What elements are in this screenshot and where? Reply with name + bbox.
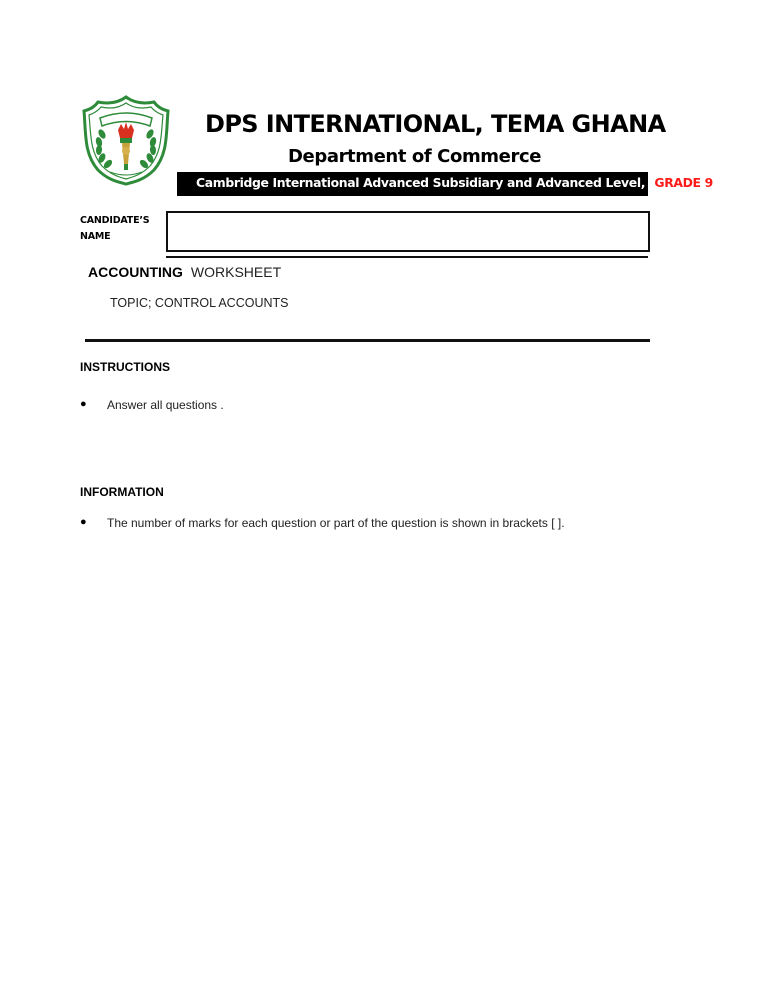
- candidate-name-label: [80, 213, 149, 245]
- information-heading: INFORMATION: [80, 485, 164, 499]
- worksheet-subject: [88, 264, 281, 280]
- divider-middle: [85, 339, 650, 342]
- worksheet-type: WORKSHEET: [190, 264, 282, 280]
- instruction-item: Answer all questions .: [107, 398, 224, 412]
- department-title: Department of Commerce: [288, 146, 542, 167]
- candidate-label-line1: CANDIDATE’S: [80, 215, 150, 226]
- bullet-icon: ●: [80, 516, 87, 528]
- school-name: DPS INTERNATIONAL, TEMA GHANA: [205, 110, 666, 138]
- candidate-label-line2: NAME: [80, 231, 111, 242]
- subject-label: ACCOUNTING: [88, 264, 183, 280]
- school-crest-icon: [80, 94, 172, 186]
- qualification-text: Cambridge International Advanced Subsidiary and Advanced Level, [: [196, 175, 655, 190]
- bullet-icon: ●: [80, 398, 87, 410]
- grade-label: GRADE 9: [654, 175, 713, 190]
- worksheet-topic: TOPIC; CONTROL ACCOUNTS: [110, 296, 289, 310]
- information-item: The number of marks for each question or part of the question is shown in brackets [ ].: [107, 516, 565, 530]
- candidate-name-field[interactable]: [166, 211, 650, 252]
- instructions-heading: INSTRUCTIONS: [80, 360, 170, 374]
- qualification-banner-text: [196, 175, 713, 190]
- divider-top: [166, 256, 648, 258]
